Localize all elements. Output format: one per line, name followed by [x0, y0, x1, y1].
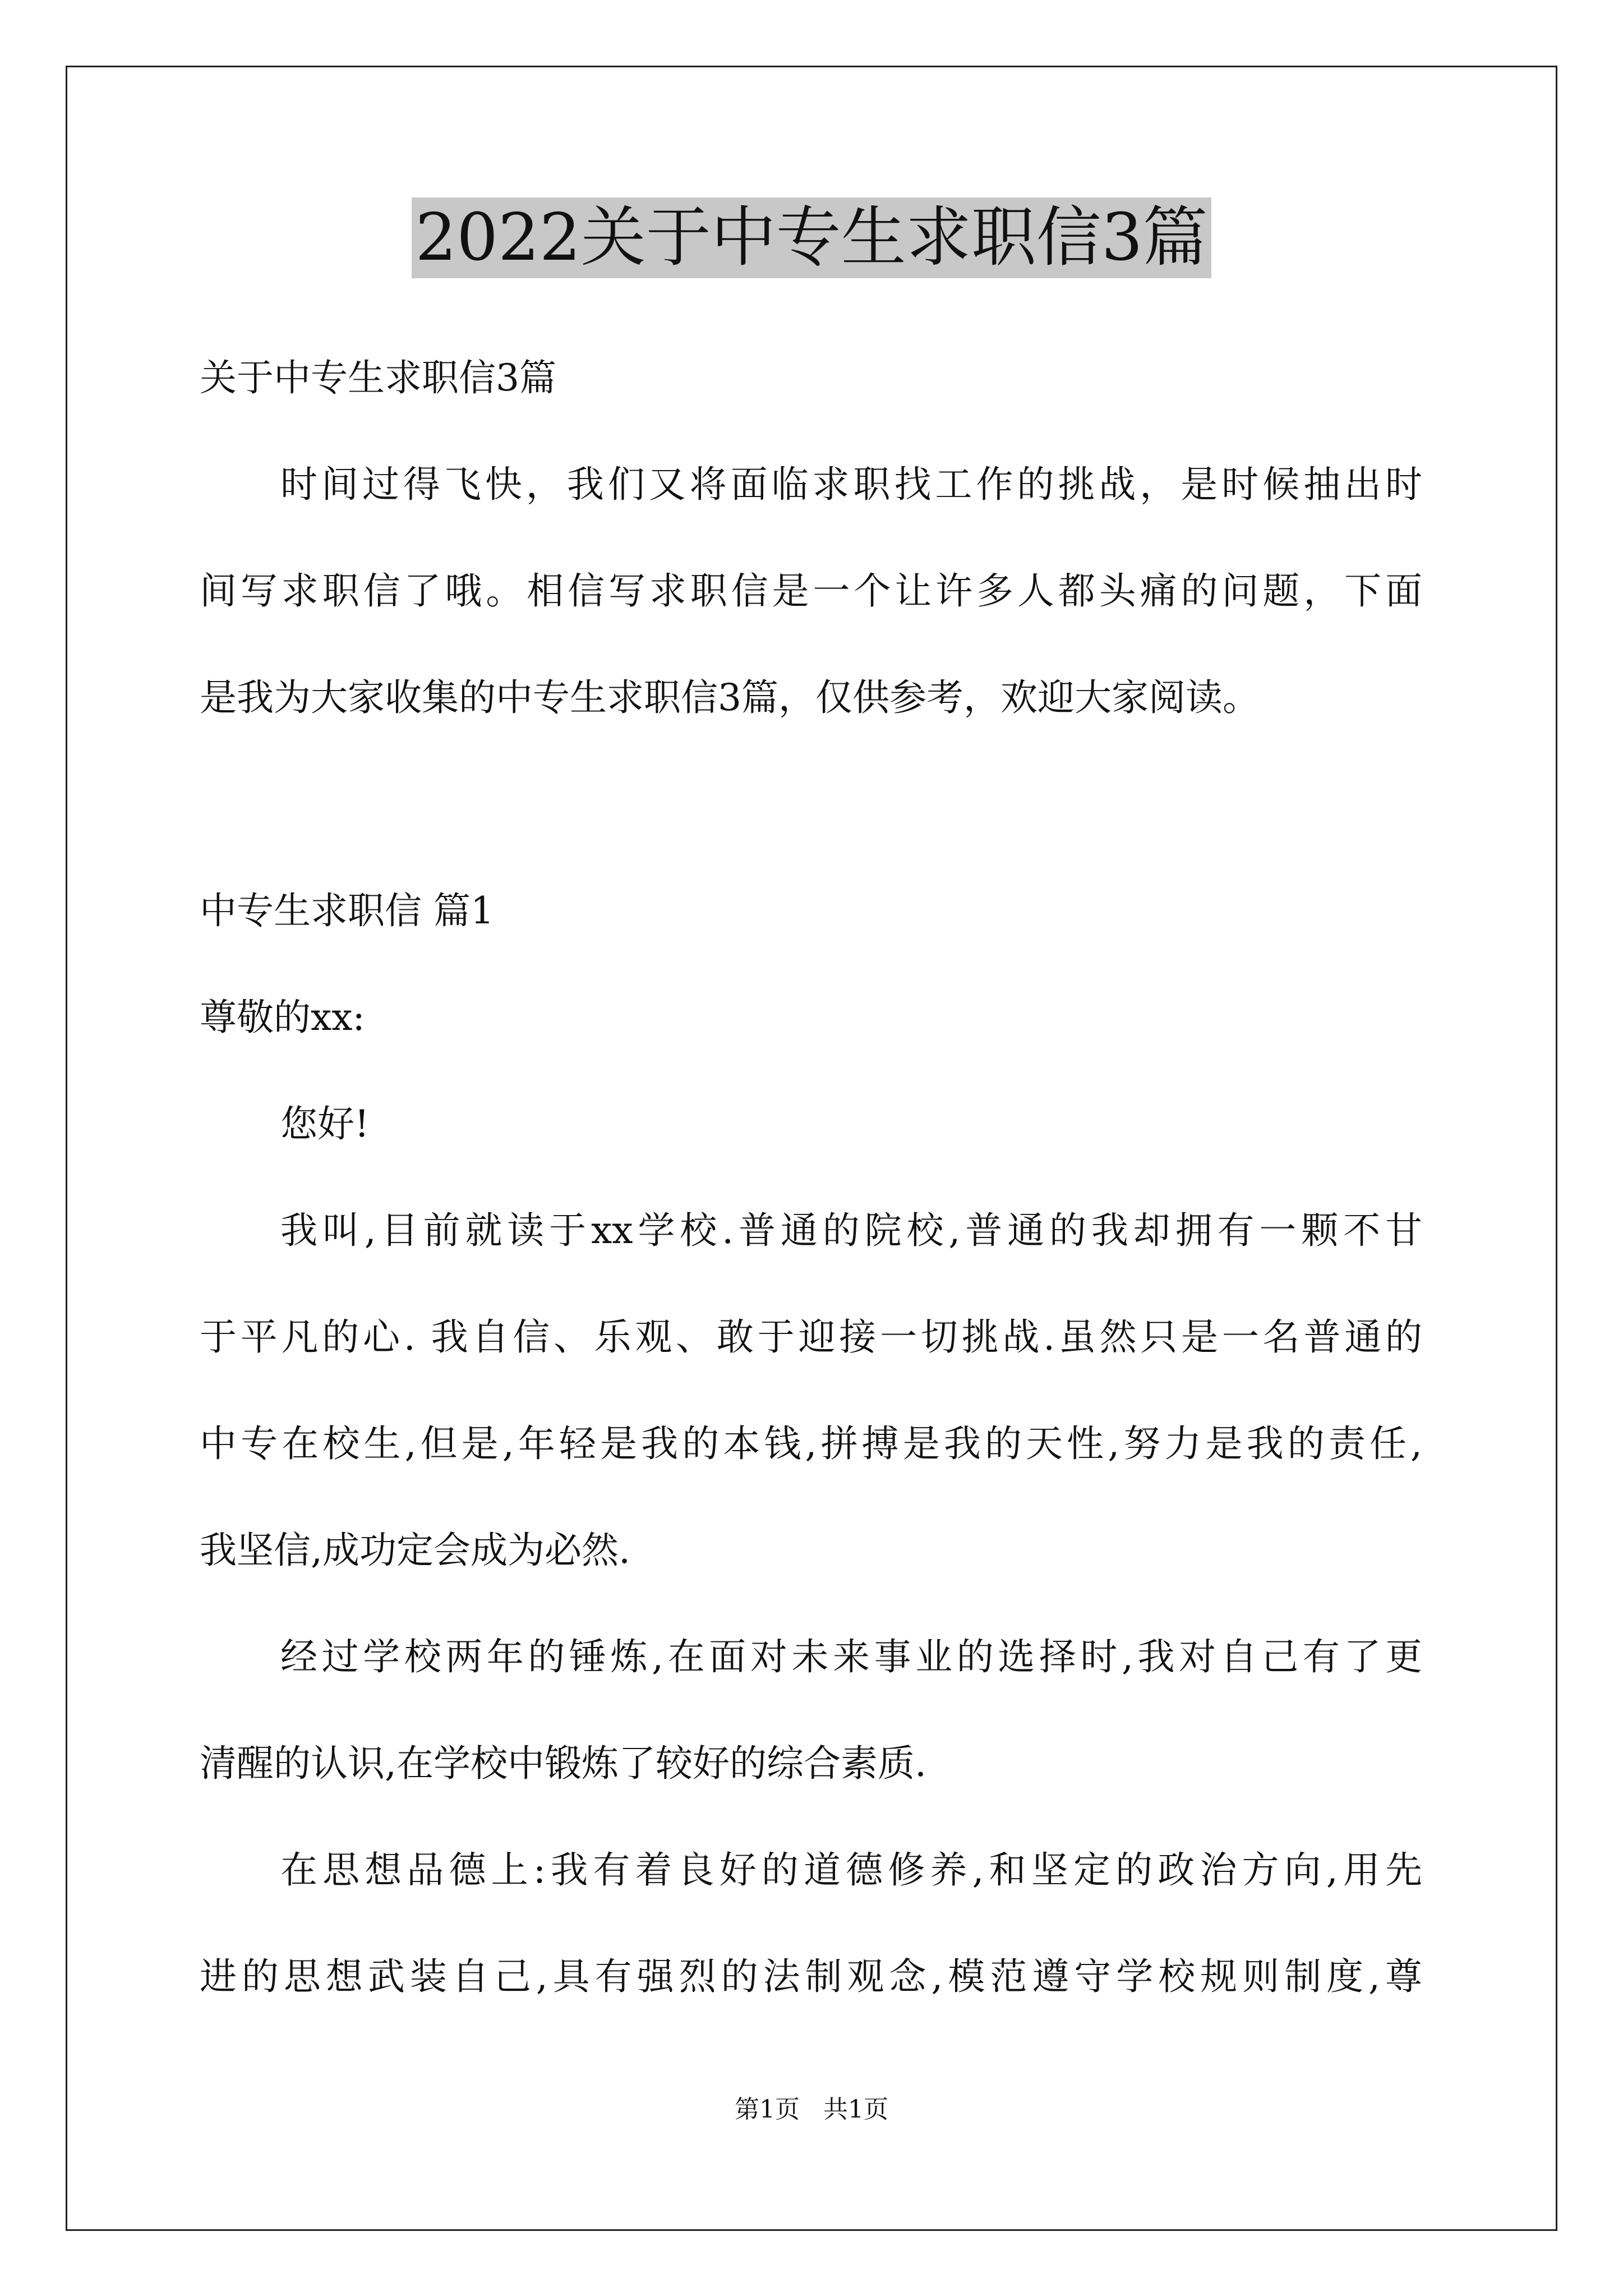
intro-line-1: 时间过得飞快，我们又将面临求职找工作的挑战，是时候抽出时 [280, 463, 1422, 506]
intro-line-2: 间写求职信了哦。相信写求职信是一个让许多人都头痛的问题，下面 [200, 569, 1422, 613]
page-number: 第1页 共1页 [735, 2095, 888, 2124]
paragraph-1-line-3: 中专在校生,但是,年轻是我的本钱,拼搏是我的天性,努力是我的责任, [200, 1422, 1422, 1465]
intro-line-3: 是我为大家收集的中专生求职信3篇，仅供参考，欢迎大家阅读。 [200, 676, 1260, 719]
paragraph-1-line-2: 于平凡的心. 我自信、乐观、敢于迎接一切挑战.虽然只是一名普通的 [200, 1315, 1422, 1359]
paragraph-3-line-2: 进的思想武装自己,具有强烈的法制观念,模范遵守学校规则制度,尊 [200, 1955, 1422, 1998]
salutation: 尊敬的xx: [200, 996, 365, 1039]
paragraph-1-line-1: 我叫,目前就读于xx学校.普通的院校,普通的我却拥有一颗不甘 [280, 1209, 1422, 1252]
section-heading: 中专生求职信 篇1 [200, 889, 494, 932]
title-container [0, 197, 1623, 278]
paragraph-2-line-1: 经过学校两年的锤炼,在面对未来事业的选择时,我对自己有了更 [280, 1635, 1422, 1678]
document-title: 2022关于中专生求职信3篇 [412, 197, 1211, 278]
paragraph-3-line-1: 在思想品德上:我有着良好的道德修养,和坚定的政治方向,用先 [280, 1848, 1422, 1892]
greeting: 您好! [280, 1102, 370, 1145]
paragraph-2-line-2: 清醒的认识,在学校中锻炼了较好的综合素质. [200, 1742, 926, 1785]
subtitle: 关于中专生求职信3篇 [200, 356, 556, 399]
paragraph-1-line-4: 我坚信,成功定会成为必然. [200, 1529, 630, 1572]
